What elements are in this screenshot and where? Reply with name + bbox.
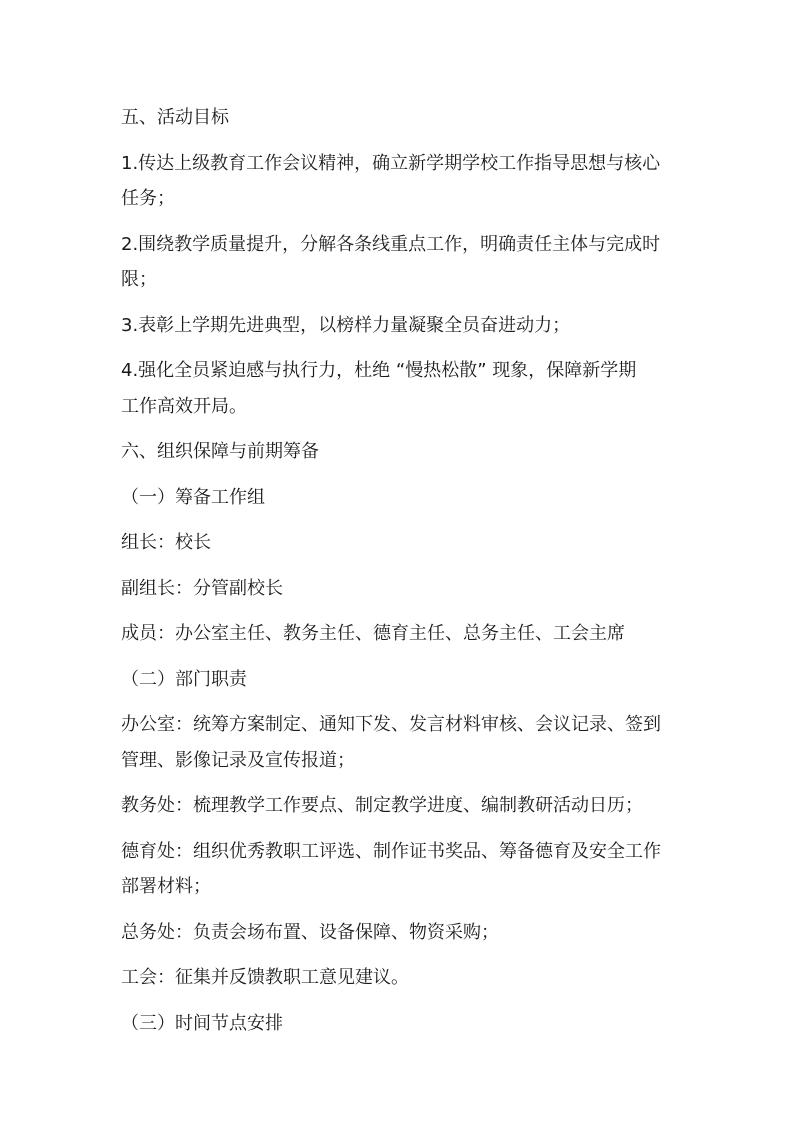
text-line: （二）部门职责 (121, 668, 247, 690)
line-spacer (121, 343, 677, 353)
text-line: 教务处：梳理教学工作要点、制定教学进度、编制教研活动日历； (121, 795, 643, 816)
text-line: 部署材料； (121, 876, 211, 897)
document-body (121, 100, 677, 1041)
text-line: 3.表彰上学期先进典型，以榜样力量凝聚全员奋进动力； (121, 314, 571, 336)
line-spacer (121, 697, 677, 707)
line-spacer (121, 606, 677, 616)
line-spacer (121, 217, 677, 227)
text-line: 1.传达上级教育工作会议精神，确立新学期学校工作指导思想与核心 (121, 152, 661, 174)
text-line: 4.强化全员紧迫感与执行力，杜绝 “慢热松散” 现象，保障新学期 (121, 360, 637, 381)
line-spacer (121, 905, 677, 915)
text-line: 工会：征集并反馈教职工意见建议。 (121, 967, 409, 988)
line-spacer (121, 652, 677, 662)
text-line: 成员：办公室主任、教务主任、德育主任、总务主任、工会主席 (121, 623, 625, 644)
text-line: 限； (121, 269, 157, 290)
line-spacer (121, 424, 677, 434)
text-line: （三）时间节点安排 (121, 1012, 283, 1034)
text-line: 办公室：统筹方案制定、通知下发、发言材料审核、会议记录、签到 (121, 714, 661, 735)
line-spacer (121, 778, 677, 788)
line-spacer (121, 515, 677, 525)
line-spacer (121, 136, 677, 146)
text-line: 组长：校长 (121, 532, 211, 553)
text-line: （一）筹备工作组 (121, 486, 265, 508)
line-spacer (121, 561, 677, 571)
text-line: 副组长：分管副校长 (121, 577, 283, 599)
text-line: 五、活动目标 (121, 107, 229, 128)
text-line: 管理、影像记录及宣传报道； (121, 749, 355, 771)
text-line: 工作高效开局。 (121, 395, 247, 417)
line-spacer (121, 470, 677, 480)
line-spacer (121, 824, 677, 834)
line-spacer (121, 996, 677, 1006)
text-line: 德育处：组织优秀教职工评选、制作证书奖品、筹备德育及安全工作 (121, 840, 661, 862)
text-line: 总务处：负责会场布置、设备保障、物资采购； (121, 921, 499, 943)
text-line: 任务； (121, 188, 175, 209)
line-spacer (121, 950, 677, 960)
line-spacer (121, 298, 677, 308)
text-line: 六、组织保障与前期筹备 (121, 441, 319, 462)
text-line: 2.围绕教学质量提升，分解各条线重点工作，明确责任主体与完成时 (121, 233, 661, 255)
